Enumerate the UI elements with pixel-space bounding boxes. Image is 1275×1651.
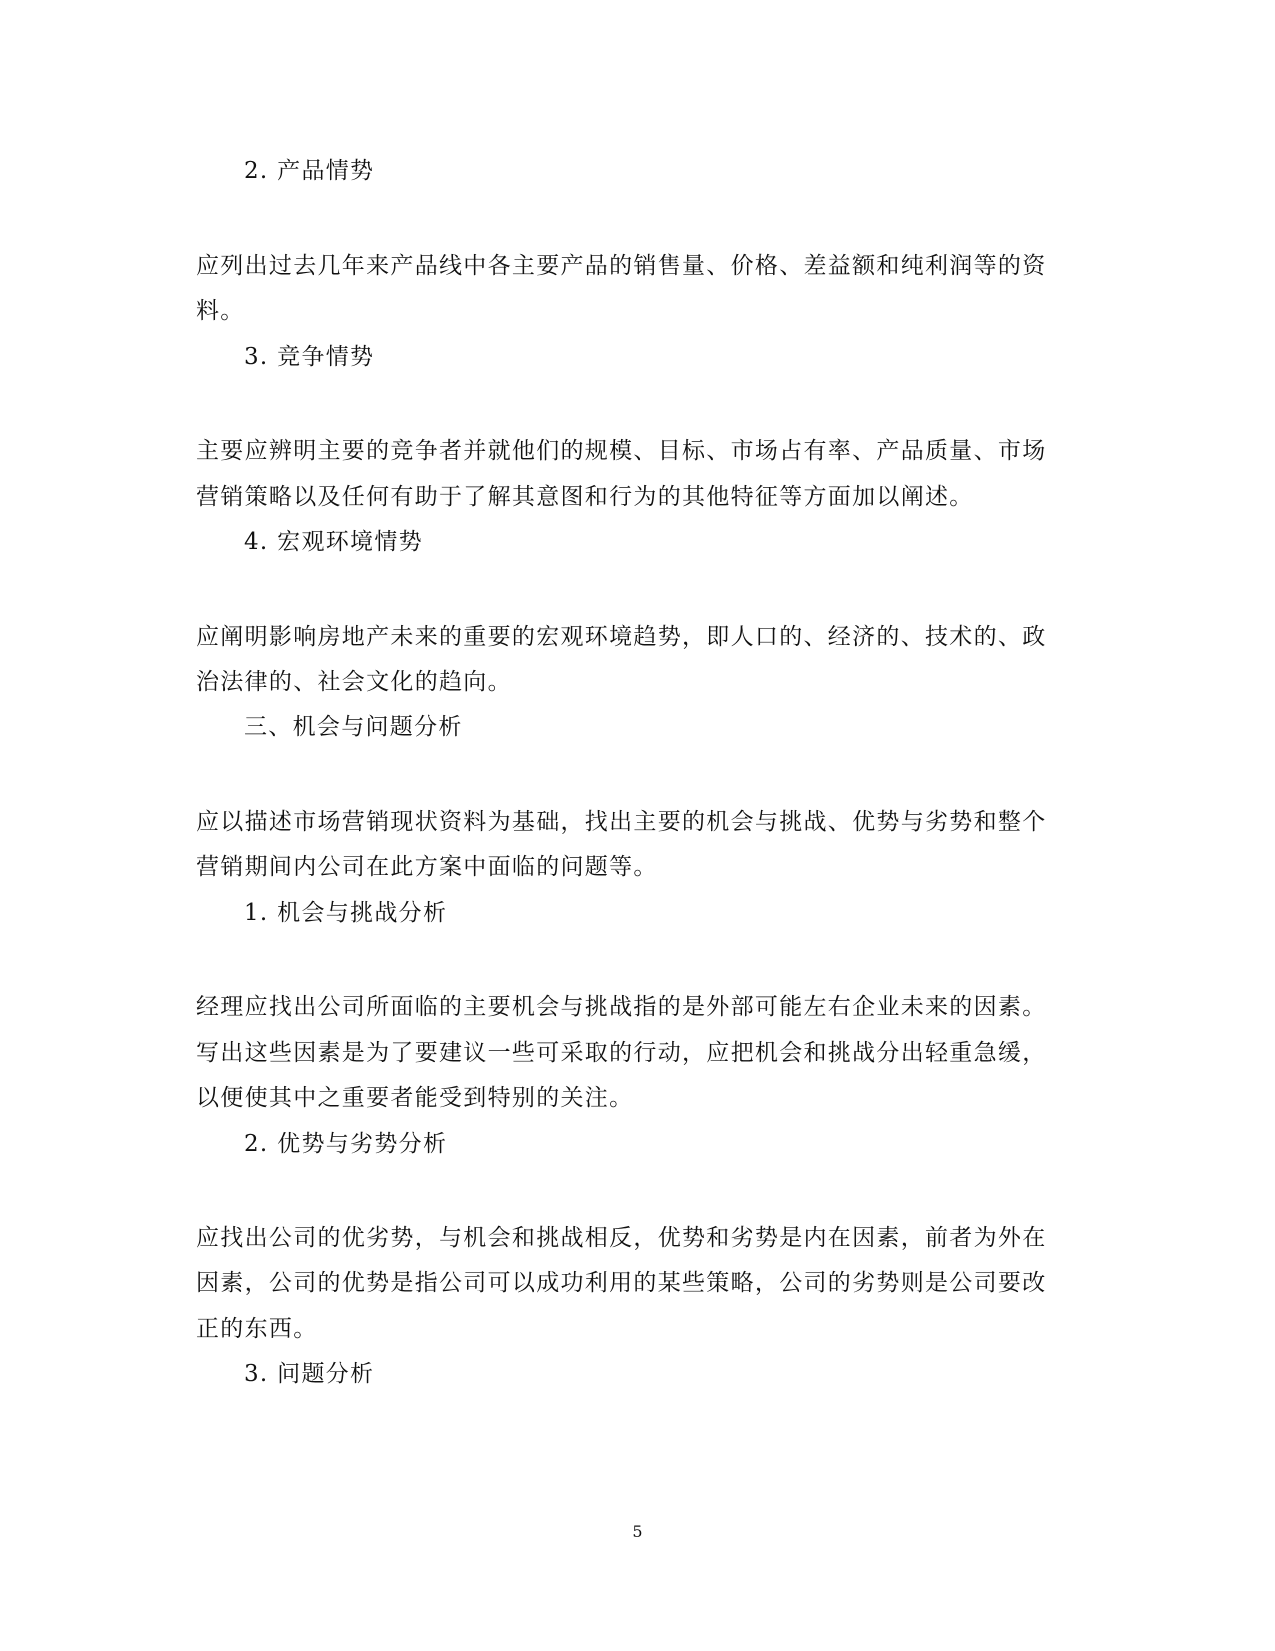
paragraph-line: 营销期间内公司在此方案中面临的问题等。 bbox=[196, 854, 658, 880]
paragraph-line: 写出这些因素是为了要建议一些可采取的行动，应把机会和挑战分出轻重急缓， bbox=[196, 1040, 1047, 1066]
page-number: 5 bbox=[632, 1522, 643, 1541]
paragraph-line: 因素，公司的优势是指公司可以成功利用的某些策略，公司的劣势则是公司要改 bbox=[196, 1270, 1047, 1296]
heading-problem-analysis: 3. 问题分析 bbox=[244, 1361, 375, 1387]
paragraph-line: 应阐明影响房地产未来的重要的宏观环境趋势，即人口的、经济的、技术的、政 bbox=[196, 624, 1047, 650]
paragraph-line: 应列出过去几年来产品线中各主要产品的销售量、价格、差益额和纯利润等的资 bbox=[196, 253, 1047, 279]
paragraph-line: 主要应辨明主要的竞争者并就他们的规模、目标、市场占有率、产品质量、市场 bbox=[196, 438, 1047, 464]
paragraph-line: 正的东西。 bbox=[196, 1316, 318, 1342]
paragraph-line: 营销策略以及任何有助于了解其意图和行为的其他特征等方面加以阐述。 bbox=[196, 484, 974, 510]
paragraph-line: 应找出公司的优劣势，与机会和挑战相反，优势和劣势是内在因素，前者为外在 bbox=[196, 1225, 1047, 1251]
heading-strength-analysis: 2. 优势与劣势分析 bbox=[244, 1131, 448, 1157]
paragraph-line: 经理应找出公司所面临的主要机会与挑战指的是外部可能左右企业未来的因素。 bbox=[196, 994, 1047, 1020]
paragraph-line: 以便使其中之重要者能受到特别的关注。 bbox=[196, 1085, 634, 1111]
heading-section-three: 三、机会与问题分析 bbox=[244, 714, 463, 740]
heading-macro-environment: 4. 宏观环境情势 bbox=[244, 529, 423, 555]
paragraph-line: 治法律的、社会文化的趋向。 bbox=[196, 669, 512, 695]
paragraph-line: 应以描述市场营销现状资料为基础，找出主要的机会与挑战、优势与劣势和整个 bbox=[196, 809, 1047, 835]
heading-product-situation: 2. 产品情势 bbox=[244, 158, 375, 184]
heading-competition-situation: 3. 竞争情势 bbox=[244, 344, 375, 370]
heading-opportunity-analysis: 1. 机会与挑战分析 bbox=[244, 900, 448, 926]
paragraph-line: 料。 bbox=[196, 298, 245, 324]
